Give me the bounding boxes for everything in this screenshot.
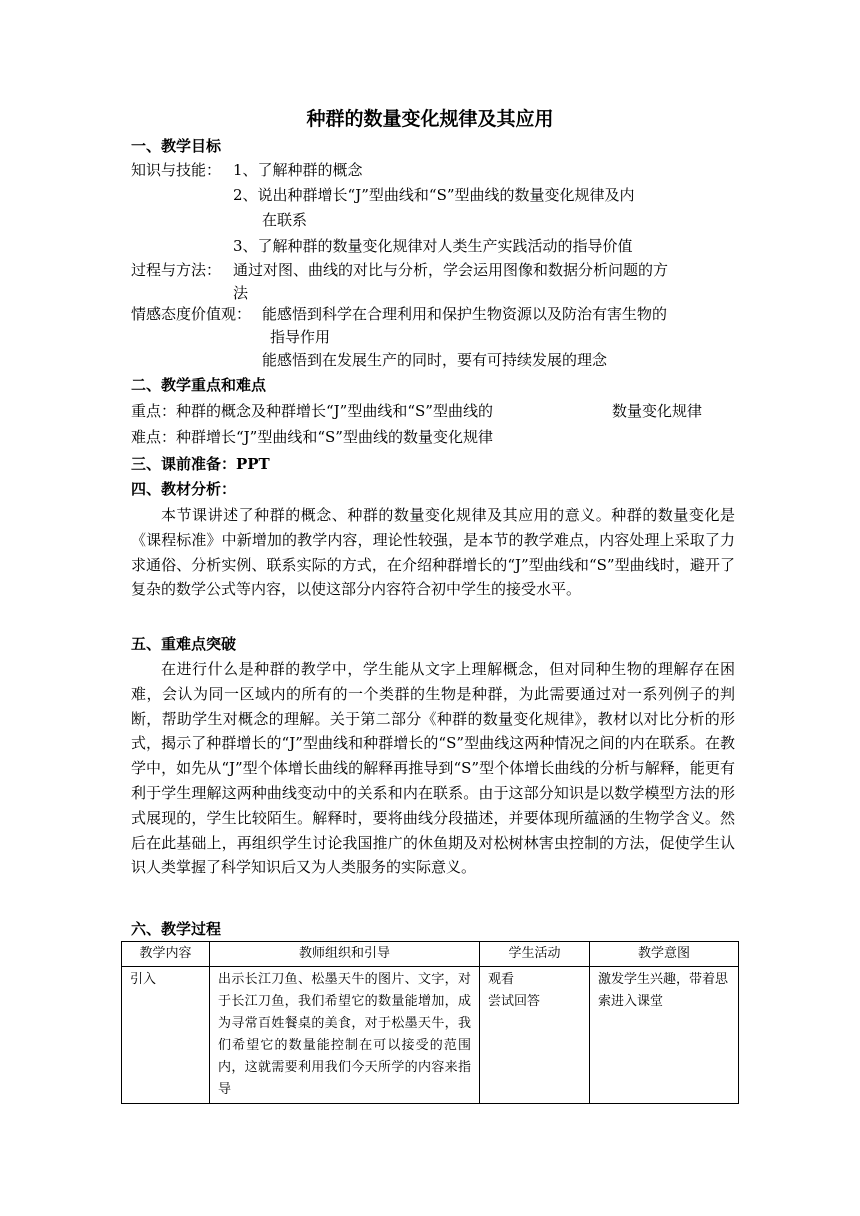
page-title: 种群的数量变化规律及其应用 [306, 108, 554, 130]
key-point-tail: 数量变化规律 [612, 402, 703, 420]
breakthrough-text: 在进行什么是种群的教学中，学生能从文字上理解概念，但对同种生物的理解存在困难，会认为同一区域内的所有的一个类群的生物是种群，为此需要通过对一系列例子的判断，帮助学生对概念的理解。关于第二部分《种群的数量变化规律》，教材以对比分析的形式，揭示了种群增长的“J”型曲线和种群增长的“S”型曲线这两种情况之间的内在联系。在教学中，如先从“J”型个体增长曲线的解释再推导到“S”型个体增长曲线的分析与解释，能更有利于学生理解这两种曲线变动中的关系和内在联系。由于这部分知识是以数学模型方法的形式展现的，学生比较陌生。解释时，要将曲线分段描述，并要体现所蕴涵的生物学含义。然后在此基础上，再组织学生讨论我国推广的休鱼期及对松树林害虫控制的方法，促使学生认识人类掌握了科学知识后又为人类服务的实际意义。 [131, 660, 735, 877]
objective-k2-line1: 2、说出种群增长“J”型曲线和“S”型曲线的数量变化规律及内 [233, 186, 635, 204]
knowledge-label: 知识与技能： [131, 161, 222, 179]
cell-teacher: 出示长江刀鱼、松墨天牛的图片、文字，对于长江刀鱼，我们希望它的数量能增加，成为寻常百姓餐桌的美食，对于松墨天牛，我们希望它的数量能控制在可以接受的范围内，这就需要利用我们今天所学的内容来指导 [210, 967, 480, 1104]
section-heading-analysis: 四、教材分析： [131, 480, 237, 498]
header-student: 学生活动 [480, 942, 590, 967]
header-content: 教学内容 [122, 942, 210, 967]
cell-student [480, 967, 590, 1104]
student-activity-1: 观看 [488, 972, 515, 987]
section-heading-keypoints: 二、教学重点和难点 [131, 376, 267, 394]
table-row [122, 967, 739, 1104]
analysis-paragraph [131, 503, 735, 602]
section-heading-preparation: 三、课前准备：PPT [131, 455, 270, 473]
objective-k1: 1、了解种群的概念 [233, 161, 363, 179]
header-intent: 教学意图 [590, 942, 739, 967]
section-heading-objectives: 一、教学目标 [131, 137, 222, 155]
objective-k3: 3、了解种群的数量变化规律对人类生产实践活动的指导价值 [233, 237, 633, 255]
cell-intent: 激发学生兴趣，带着思索进入课堂 [590, 967, 739, 1104]
objective-k2-line2: 在联系 [262, 211, 308, 229]
analysis-text: 本节课讲述了种群的概念、种群的数量变化规律及其应用的意义。种群的数量变化是《课程标准》中新增加的教学内容，理论性较强，是本节的教学难点，内容处理上采取了力求通俗、分析实例、联系实际的方式，在介绍种群增长的“J”型曲线和“S”型曲线时，避开了复杂的数学公式等内容，以使这部分内容符合初中学生的接受水平。 [131, 506, 735, 599]
table-header-row [122, 942, 739, 967]
difficult-point: 难点：种群增长“J”型曲线和“S”型曲线的数量变化规律 [131, 428, 493, 446]
emotion-line1: 能感悟到科学在合理利用和保护生物资源以及防治有害生物的 [262, 305, 668, 323]
emotion-label: 情感态度价值观： [131, 305, 252, 323]
process-label: 过程与方法： [131, 261, 222, 279]
section-heading-breakthrough: 五、重难点突破 [131, 635, 237, 653]
emotion-line2: 能感悟到在发展生产的同时，要有可持续发展的理念 [262, 351, 608, 369]
emotion-line1-cont: 指导作用 [270, 328, 331, 346]
cell-content: 引入 [122, 967, 210, 1104]
process-line2: 法 [233, 284, 249, 302]
header-teacher: 教师组织和引导 [210, 942, 480, 967]
lesson-table [121, 941, 739, 1104]
breakthrough-paragraph [131, 657, 735, 880]
process-line1: 通过对图、曲线的对比与分析，学会运用图像和数据分析问题的方 [233, 261, 669, 279]
key-point: 重点：种群的概念及种群增长“J”型曲线和“S”型曲线的 [131, 402, 493, 420]
section-heading-process: 六、教学过程 [131, 920, 222, 938]
student-activity-2: 尝试回答 [488, 994, 541, 1009]
